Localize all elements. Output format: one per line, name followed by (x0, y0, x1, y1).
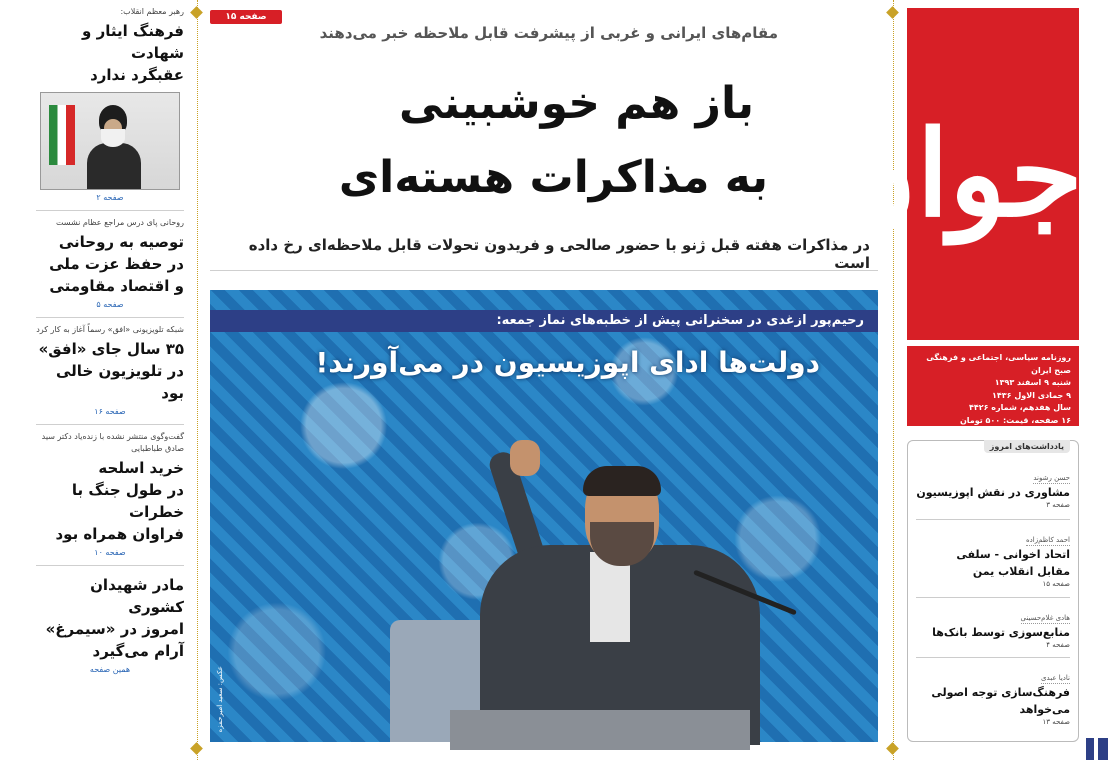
story-title-line: در حفظ عزت ملی (49, 255, 184, 273)
left-story[interactable] (36, 0, 184, 211)
story-title-line: خرید اسلحه (98, 459, 184, 477)
figure-beard (101, 129, 125, 147)
corner-block-stripe (1094, 738, 1098, 760)
note-page: صفحه ۱۳ (1042, 718, 1070, 726)
right-column (829, 8, 1083, 742)
note-page: صفحه ۴ (1046, 641, 1070, 649)
page-reference[interactable]: صفحه ۲ (96, 193, 124, 202)
figure-body (87, 143, 141, 189)
divider (210, 270, 878, 271)
note-divider (916, 597, 1070, 598)
todays-notes-box (907, 440, 1079, 742)
story-title (36, 231, 184, 297)
story-title-line: فراوان همراه بود (55, 525, 184, 543)
subheadline: در مذاکرات هفته قبل ژنو با حضور صالحی و فریدون تحولات قابل ملاحظه‌ای رخ داده است (248, 236, 870, 272)
story-title (36, 338, 184, 404)
note-item[interactable] (916, 527, 1070, 588)
story-title-line: ۳۵ سال جای «افق» (38, 340, 184, 358)
page-reference[interactable]: صفحه ۱۶ (94, 407, 126, 416)
photo-credit: عکس: سعید امیرحمزه (216, 665, 224, 732)
story-title-line: و اقتصاد مقاومتی (49, 277, 184, 295)
left-story[interactable] (36, 566, 184, 682)
left-story[interactable] (36, 318, 184, 425)
issue-info-line: روزنامه سیاسی، اجتماعی و فرهنگی صبح ایران (926, 353, 1071, 375)
left-story[interactable] (36, 211, 184, 318)
page-reference[interactable]: همین صفحه (89, 665, 131, 674)
story-title-line: عقبگرد ندارد (90, 66, 184, 84)
left-story[interactable] (36, 425, 184, 566)
note-title: مشاوری در نقش اپوزیسیون (916, 486, 1070, 499)
issue-info-line: سال هفدهم، شماره ۴۴۲۶ (968, 403, 1071, 412)
newspaper-logo: جوان (829, 104, 1083, 243)
note-divider (916, 657, 1070, 658)
column-divider-left (197, 0, 198, 760)
note-page: صفحه ۱۵ (1042, 580, 1070, 588)
story-kicker: شبکه تلویزیونی «افق» رسماً آغاز به کار کرد (36, 325, 184, 334)
left-column (36, 0, 184, 682)
story-kicker: روحانی پای درس مراجع عظام نشست (55, 218, 184, 227)
note-item[interactable] (916, 605, 1070, 649)
story-title (36, 457, 184, 545)
speaker-hand (510, 440, 540, 476)
main-headline-line2[interactable]: به مذاکرات هسته‌ای (338, 152, 768, 203)
note-author: احمد کاظم‌زاده (1025, 536, 1070, 544)
story-title-line: فرهنگ ایثار و شهادت (82, 22, 184, 62)
page-tag[interactable]: صفحه ۱۵ (210, 10, 282, 24)
divider-diamond (886, 742, 899, 755)
masthead[interactable] (829, 8, 1083, 340)
lead-photo[interactable] (210, 290, 878, 742)
story-title-line: آرام می‌گیرد (92, 642, 184, 660)
story-title-line: مادر شهیدان کشوری (90, 576, 184, 616)
leader-photo (40, 92, 180, 190)
story-kicker: گفت‌وگوی منتشر نشده با زنده‌یاد دکتر سید صادق طباطبایی (41, 432, 184, 453)
note-author: نادیا عبدی (1041, 674, 1070, 682)
story-title-line: توصیه به روحانی (58, 233, 184, 251)
note-title: منابع‌سوزی توسط بانک‌ها (932, 626, 1070, 639)
speaker-hair (583, 466, 661, 496)
photo-caption-band: رحیم‌پور ازغدی در سخنرانی پیش از خطبه‌های نماز جمعه: (210, 310, 878, 332)
iran-flag (49, 105, 75, 165)
notes-header: یادداشت‌های امروز (984, 440, 1070, 453)
note-item[interactable] (916, 465, 1070, 509)
note-item[interactable] (916, 665, 1070, 726)
note-title: فرهنگ‌سازی توجه اصولی می‌خواهد (931, 686, 1070, 716)
story-kicker: رهبر معظم انقلاب: (120, 7, 184, 16)
issue-info (907, 346, 1079, 426)
story-title-line: امروز در «سیمرغ» (45, 620, 184, 638)
story-title-line: در تلویزیون خالی بود (56, 362, 184, 402)
note-author: حسن رشوند (1033, 474, 1070, 482)
issue-info-line: ۱۶ صفحه، قیمت: ۵۰۰ تومان (959, 415, 1071, 425)
main-headline-line1[interactable]: باز هم خوشبینی (399, 78, 754, 129)
supra-headline: مقام‌های ایرانی و غربی از پیشرفت قابل ملاحظه خبر می‌دهند (319, 24, 778, 42)
issue-info-line: ۹ جمادی الاول ۱۴۳۶ (992, 390, 1071, 400)
podium (450, 710, 750, 750)
note-title: اتحاد اخوانی - سلفی (956, 548, 1070, 561)
story-title (36, 574, 184, 662)
page-reference[interactable]: صفحه ۱۰ (94, 548, 126, 557)
note-author: هادی غلام‌حسینی (1020, 614, 1070, 622)
divider-diamond (190, 742, 203, 755)
note-divider (916, 519, 1070, 520)
page-reference[interactable]: صفحه ۵ (96, 300, 124, 309)
divider-diamond (190, 6, 203, 19)
note-title: مقابل انقلاب یمن (972, 565, 1070, 578)
story-title-line: در طول جنگ با خطرات (71, 481, 184, 521)
story-title (36, 20, 184, 86)
photo-headline[interactable]: دولت‌ها ادای اپوزیسیون در می‌آورند! (315, 346, 820, 379)
note-page: صفحه ۳ (1046, 501, 1070, 509)
issue-info-line: شنبه ۹ اسفند ۱۳۹۳ (994, 378, 1071, 387)
